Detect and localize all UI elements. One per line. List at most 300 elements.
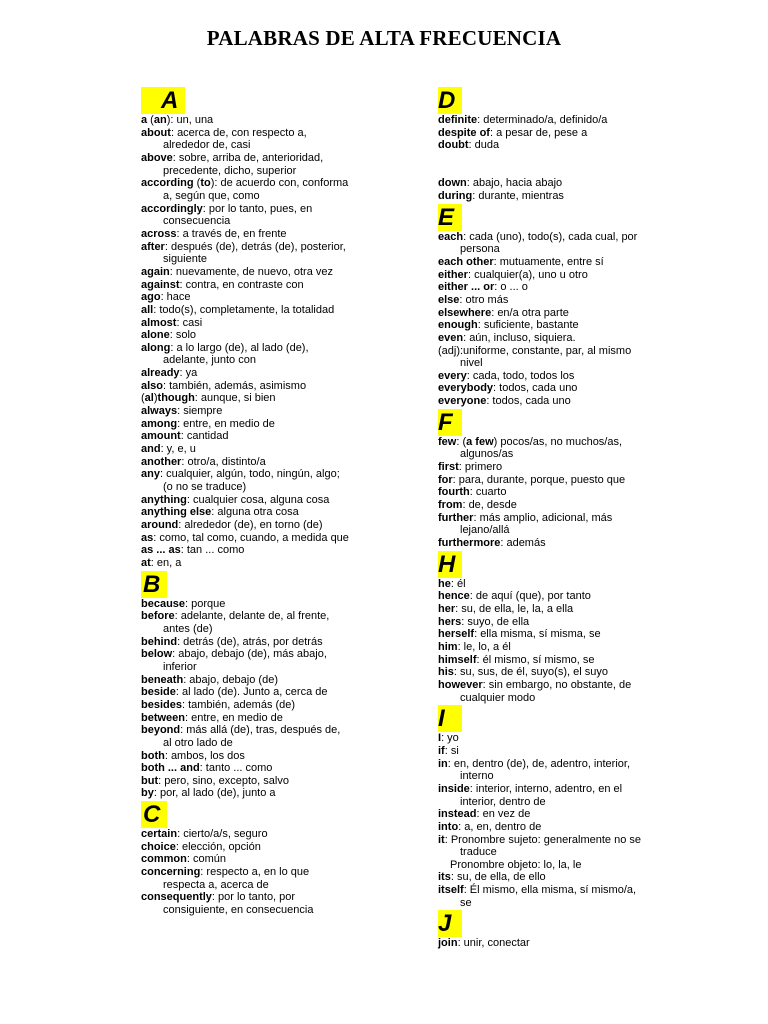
entry-word: among [141, 417, 178, 430]
entry-continuation: interno [460, 770, 494, 783]
vocab-entry [438, 486, 703, 499]
entry-text: : nuevamente, de nuevo, otra vez [169, 265, 334, 278]
entry-word: it [438, 833, 445, 846]
section-letter [438, 704, 703, 732]
entry-word: accordingly [141, 202, 203, 215]
entry-text: : casi [176, 316, 203, 329]
entry-word: certain [141, 828, 178, 841]
vocab-entry [438, 499, 703, 512]
entry-text: : él [450, 577, 466, 590]
entry-continuation: precedente, dicho, superior [163, 164, 297, 177]
page-title: PALABRAS DE ALTA FRECUENCIA [206, 26, 562, 50]
entry-text: : contra, en contraste con [179, 278, 304, 291]
entry-word: him [438, 640, 458, 653]
vocab-entry [141, 544, 406, 557]
entry-text: : de aquí (que), por tanto [469, 590, 591, 603]
vocab-entry [141, 636, 406, 649]
vocab-entry [141, 291, 406, 304]
entry-word: below [141, 648, 173, 661]
entry-text: : como, tal como, cuando, a medida que [153, 531, 349, 544]
vocab-entry [141, 468, 406, 481]
section-letter-j: J [438, 910, 462, 937]
blank-line [438, 152, 703, 165]
entry-word: choice [141, 840, 176, 853]
entry-text: : a, en, dentro de [458, 820, 542, 833]
entry-word: behind [141, 635, 178, 648]
section-letter [141, 86, 406, 114]
entry-word: inside [438, 782, 470, 795]
vocab-entry [141, 506, 406, 519]
entry-text: : a través de, en frente [176, 227, 287, 240]
section-letter-a: A [141, 87, 185, 114]
entry-word: from [438, 499, 463, 512]
entry-word: concerning [141, 866, 201, 879]
entry-word: though [157, 392, 195, 405]
entry-text: ): de acuerdo con, conforma [210, 177, 349, 190]
entry-word: else [438, 293, 460, 306]
entry-text: : más amplio, adicional, más [473, 511, 613, 524]
vocab-entry [141, 203, 406, 216]
entry-text: : o ... o [494, 281, 528, 294]
vocab-entry [141, 750, 406, 763]
vocab-entry [141, 494, 406, 507]
entry-word: join [438, 937, 458, 950]
entry-continuation: consiguiente, en consecuencia [163, 904, 314, 917]
entry-text: : en, a [150, 556, 182, 569]
entry-word: about [141, 126, 171, 139]
vocab-entry [438, 190, 703, 203]
entry-word: either [438, 268, 468, 281]
entry-word: by [141, 787, 154, 800]
entry-text: : cualquier cosa, alguna cosa [186, 493, 330, 506]
vocab-entry [438, 590, 703, 603]
vocab-entry [141, 279, 406, 292]
vocab-entry [141, 598, 406, 611]
section-letter-b: B [141, 571, 167, 598]
entry-word: at [141, 556, 151, 569]
vocab-entry [438, 345, 703, 358]
entry-text: : acerca de, con respecto a, [170, 126, 307, 139]
section-letter-f: F [438, 409, 462, 436]
entry-continuation: siguiente [163, 253, 208, 266]
entry-word: before [141, 610, 175, 623]
entry-text: : mutuamente, entre sí [493, 255, 604, 268]
entry-word: another [141, 455, 182, 468]
entry-continuation: respecta a, acerca de [163, 878, 269, 891]
entry-text: : cada (uno), todo(s), cada cual, por [463, 230, 638, 243]
entry-continuation: persona [460, 243, 500, 256]
entry-word: and [141, 443, 161, 456]
entry-text: : él mismo, sí mismo, se [476, 653, 595, 666]
vocab-entry [141, 686, 406, 699]
entry-continuation: traduce [460, 846, 497, 859]
entry-word: I [438, 732, 442, 745]
entry-text: : aunque, si bien [194, 392, 276, 405]
entry-word: after [141, 240, 165, 253]
vocab-entry [438, 307, 703, 320]
entry-continuation: a, según que, como [163, 189, 260, 202]
entry-text: : también, además, asimismo [163, 379, 307, 392]
entry-text: ) pocos/as, no muchos/as, [493, 435, 623, 448]
vocab-entry [438, 745, 703, 758]
entry-text: : cierto/a/s, seguro [177, 828, 268, 841]
vocab-entry [438, 641, 703, 654]
entry-word: her [438, 603, 456, 615]
entry-text: : si [444, 744, 459, 757]
entry-word: further [438, 511, 474, 524]
vocab-entry [438, 114, 703, 127]
entry-continuation: (o no se traduce) [163, 481, 247, 494]
section-letter [141, 800, 406, 828]
entry-word: as ... as [141, 544, 181, 557]
vocab-entry [141, 177, 406, 190]
entry-word: both [141, 749, 165, 762]
vocab-entry [438, 884, 703, 897]
entry-word: down [438, 177, 467, 190]
section-letter-i: I [438, 705, 462, 732]
vocab-entry [141, 712, 406, 725]
entry-text: : hace [160, 291, 191, 304]
vocab-entry [141, 342, 406, 355]
entry-word: despite of [438, 126, 490, 139]
vocab-entry [141, 228, 406, 241]
entry-text: ( [141, 392, 145, 405]
vocab-entry [141, 405, 406, 418]
entry-text: : respecto a, en lo que [200, 866, 310, 879]
entry-word: hers [438, 615, 462, 628]
entry-word: al [144, 392, 154, 405]
vocab-entry [141, 853, 406, 866]
entry-text: (adj):uniforme, constante, par, al mismo [438, 344, 632, 357]
vocab-entry [141, 828, 406, 841]
entry-text: : alrededor (de), en torno (de) [178, 519, 323, 531]
entry-word: above [141, 151, 173, 164]
vocab-entry [141, 557, 406, 570]
entry-word: across [141, 227, 177, 240]
entry-text: : aún, incluso, siquiera. [463, 331, 576, 344]
entry-text: : entre, en medio de [185, 711, 283, 724]
entry-text: : su, de ella, de ello [450, 871, 546, 884]
entry-word: beyond [141, 724, 181, 737]
entry-word: itself [438, 884, 464, 897]
vocab-entry [141, 392, 406, 405]
entry-word: few [438, 435, 457, 448]
vocab-entry [438, 616, 703, 629]
entry-text: : y, e, u [160, 443, 196, 456]
section-letter [438, 203, 703, 231]
entry-text: : tan ... como [180, 544, 245, 557]
entry-text: : adelante, delante de, al frente, [174, 610, 330, 623]
vocab-entry [438, 628, 703, 641]
entry-continuation: cualquier modo [460, 691, 536, 704]
vocab-entry [141, 304, 406, 317]
entry-word: anything [141, 493, 187, 506]
entry-word: instead [438, 808, 477, 821]
vocab-entry [141, 367, 406, 380]
entry-word: even [438, 331, 464, 344]
vocab-entry [438, 231, 703, 244]
entry-text: : abajo, debajo (de), más abajo, [172, 648, 327, 661]
entry-word: into [438, 820, 459, 833]
vocab-entry [438, 666, 703, 679]
entry-word: to [200, 177, 211, 190]
entry-continuation: alrededor de, casi [163, 139, 251, 152]
entry-word: fourth [438, 486, 470, 499]
entry-continuation: algunos/as [460, 448, 514, 461]
vocab-entry [438, 436, 703, 449]
section-letter [438, 408, 703, 436]
blank-line [438, 165, 703, 178]
entry-text: : a lo largo (de), al lado (de), [170, 341, 309, 354]
vocab-entry [141, 430, 406, 443]
vocab-entry [438, 783, 703, 796]
entry-word: again [141, 265, 170, 278]
section-letter [438, 909, 703, 937]
entry-text: : otro/a, distinto/a [181, 455, 266, 468]
entry-text: : más allá (de), tras, después de, [180, 724, 341, 737]
entry-text: : determinado/a, definido/a [477, 114, 608, 126]
entry-text: : detrás (de), atrás, por detrás [177, 635, 323, 648]
entry-text: : cuarto [469, 486, 507, 499]
vocab-entry [438, 332, 703, 345]
vocab-entry [141, 443, 406, 456]
vocab-entry [438, 139, 703, 152]
entry-word: beside [141, 686, 176, 699]
entry-continuation: interior, dentro de [460, 795, 546, 808]
entry-text: : por lo tanto, pues, en [202, 202, 313, 215]
vocab-entry [141, 787, 406, 800]
entry-text: : ( [456, 435, 467, 448]
entry-continuation: adelante, junto con [163, 354, 256, 367]
entry-text: : duda [468, 139, 500, 152]
entry-continuation: inferior [163, 660, 197, 673]
entry-text: : en, dentro (de), de, adentro, interior, [447, 757, 631, 770]
entry-word: amount [141, 430, 181, 443]
entry-word: in [438, 757, 448, 770]
vocab-entry [141, 775, 406, 788]
entry-word: first [438, 461, 459, 474]
entry-word: for [438, 473, 453, 486]
entry-text: : cantidad [180, 430, 229, 443]
section-letter [438, 550, 703, 578]
vocab-entry [141, 317, 406, 330]
entry-text: : en/a otra parte [491, 306, 569, 319]
entry-word: during [438, 189, 473, 202]
vocab-entry [438, 758, 703, 771]
entry-text: : Él mismo, ella misma, sí mismo/a, [463, 884, 637, 897]
vocab-entry [141, 648, 406, 661]
entry-text: : después (de), detrás (de), posterior, [164, 240, 346, 253]
entry-word: everyone [438, 395, 487, 408]
entry-text: : ya [179, 367, 198, 380]
entry-text: ) [153, 392, 158, 405]
entry-word: if [438, 744, 445, 757]
entry-continuation: lejano/allá [460, 524, 510, 537]
entry-word: between [141, 711, 186, 724]
entry-text: : de, desde [462, 499, 517, 512]
entry-word: everybody [438, 382, 494, 395]
vocab-entry [141, 114, 406, 127]
entry-text: : su, de ella, le, la, a ella [455, 603, 574, 615]
entry-text: : sobre, arriba de, anterioridad, [172, 151, 324, 164]
entry-word: consequently [141, 891, 212, 904]
vocab-entry [141, 380, 406, 393]
entry-word: a [141, 114, 148, 126]
vocab-entry [141, 610, 406, 623]
entry-word: doubt [438, 139, 469, 152]
vocab-entry [141, 152, 406, 165]
vocab-entry [438, 294, 703, 307]
entry-word: himself [438, 653, 477, 666]
vocab-entry [438, 269, 703, 282]
entry-text: : entre, en medio de [177, 417, 275, 430]
vocab-entry [141, 241, 406, 254]
entry-text: ( [147, 114, 154, 126]
vocab-entry [438, 578, 703, 591]
entry-continuation: se [460, 896, 472, 909]
entry-text: : Pronombre sujeto: generalmente no se [444, 833, 642, 846]
vocab-entry [438, 732, 703, 745]
entry-text: : pero, sino, excepto, salvo [158, 774, 289, 787]
section-letter-d: D [438, 87, 462, 114]
entry-word: but [141, 774, 159, 787]
vocab-entry [438, 654, 703, 667]
vocab-entry [438, 256, 703, 269]
entry-continuation: Pronombre objeto: lo, la, le [450, 858, 582, 871]
entry-word: around [141, 519, 179, 531]
entry-word: each other [438, 255, 494, 268]
entry-word: beneath [141, 673, 184, 686]
entry-text: : unir, conectar [457, 937, 530, 950]
section-letter [141, 570, 406, 598]
entry-text: : al lado (de). Junto a, cerca de [175, 686, 328, 699]
vocab-entry [438, 177, 703, 190]
entry-text: : ella misma, sí misma, se [474, 628, 601, 641]
entry-text: : suficiente, bastante [477, 319, 579, 332]
entry-text: : primero [458, 461, 503, 474]
entry-text: : abajo, debajo (de) [183, 673, 278, 686]
left-column [141, 86, 406, 917]
entry-text: : ambos, los dos [164, 749, 245, 762]
vocab-entry [438, 461, 703, 474]
entry-text: : para, durante, porque, puesto que [452, 473, 626, 486]
section-letter [438, 86, 703, 114]
entry-continuation: al otro lado de [163, 736, 233, 749]
vocab-entry [438, 937, 703, 950]
entry-text: : interior, interno, adentro, en el [469, 782, 623, 795]
entry-text: : común [186, 853, 226, 866]
entry-word: common [141, 853, 187, 866]
vocab-entry [141, 841, 406, 854]
entry-word: alone [141, 329, 170, 342]
vocab-entry [438, 871, 703, 884]
vocab-entry [438, 834, 703, 847]
entry-text: : suyo, de ella [461, 615, 530, 628]
vocab-entry [438, 603, 703, 616]
entry-text: ): un, una [166, 114, 214, 126]
entry-text: : alguna otra cosa [211, 506, 299, 519]
entry-word: ago [141, 291, 161, 304]
entry-word: however [438, 678, 483, 691]
vocab-entry [141, 519, 406, 532]
entry-text: : todos, cada uno [486, 395, 571, 408]
entry-continuation: antes (de) [163, 622, 213, 635]
entry-word: definite [438, 114, 478, 126]
entry-text: : cualquier, algún, todo, ningún, algo; [159, 468, 340, 481]
vocab-entry [141, 699, 406, 712]
entry-word: either ... or [438, 281, 495, 294]
entry-text: : otro más [459, 293, 509, 306]
entry-continuation: nivel [460, 357, 483, 370]
entry-text: : por, al lado (de), junto a [153, 787, 276, 800]
entry-word: elsewhere [438, 306, 492, 319]
entry-text: : solo [169, 329, 197, 342]
vocab-entry [438, 537, 703, 550]
entry-word: as [141, 531, 154, 544]
entry-text: : elección, opción [175, 840, 261, 853]
entry-word: because [141, 597, 186, 610]
entry-word: a few [466, 435, 494, 448]
vocab-entry [141, 866, 406, 879]
vocab-entry [141, 674, 406, 687]
entry-text: : siempre [177, 405, 223, 418]
entry-text: : yo [441, 732, 459, 745]
vocab-entry [438, 808, 703, 821]
entry-word: according [141, 177, 194, 190]
entry-text: : cualquier(a), uno u otro [467, 268, 588, 281]
entry-text: : en vez de [476, 808, 531, 821]
entry-text: : además [500, 537, 546, 550]
entry-word: all [141, 303, 154, 316]
vocab-entry [141, 418, 406, 431]
entry-word: his [438, 666, 454, 679]
entry-word: both ... and [141, 762, 200, 775]
entry-word: almost [141, 316, 177, 329]
vocab-entry [438, 395, 703, 408]
entry-text: : tanto ... como [199, 762, 273, 775]
vocab-entry [141, 762, 406, 775]
entry-word: already [141, 367, 180, 380]
section-letter-c: C [141, 801, 167, 828]
vocab-entry [141, 127, 406, 140]
entry-text: : todos, cada uno [493, 382, 578, 395]
entry-text: : le, lo, a él [457, 640, 511, 653]
entry-word: herself [438, 628, 475, 641]
entry-text: : también, además (de) [181, 698, 296, 711]
entry-word: along [141, 341, 171, 354]
vocab-entry [141, 456, 406, 469]
entry-word: always [141, 405, 178, 418]
entry-word: its [438, 871, 451, 884]
entry-text: : su, sus, de él, suyo(s), el suyo [453, 666, 608, 679]
section-letter-h: H [438, 551, 462, 578]
entry-text: ( [193, 177, 201, 190]
vocab-entry [438, 679, 703, 692]
right-column [438, 86, 703, 950]
entry-word: against [141, 278, 180, 291]
entry-continuation: consecuencia [163, 215, 231, 228]
vocab-entry [438, 474, 703, 487]
vocab-entry [141, 532, 406, 545]
vocab-entry [438, 127, 703, 140]
entry-text: : durante, mientras [472, 189, 564, 202]
entry-word: he [438, 577, 451, 590]
vocab-entry [438, 382, 703, 395]
vocab-entry [438, 370, 703, 383]
entry-word: any [141, 468, 160, 481]
vocab-entry [141, 891, 406, 904]
entry-word: anything else [141, 506, 212, 519]
